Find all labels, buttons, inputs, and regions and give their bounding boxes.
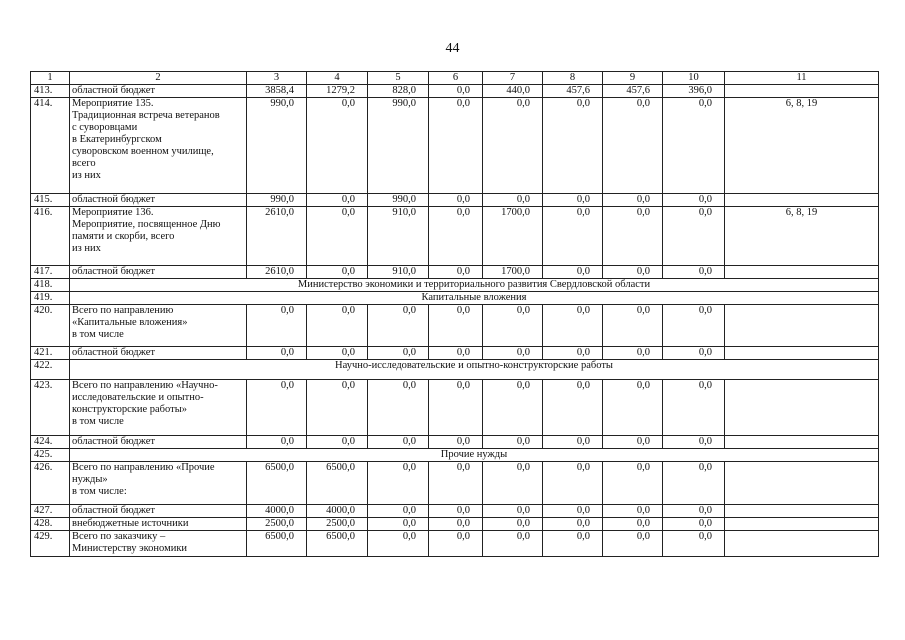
value-cell-col-3: 2610,0 bbox=[247, 266, 307, 279]
row-number-cell: 423. bbox=[31, 380, 70, 436]
description-cell bbox=[70, 380, 247, 436]
value-cell-col-3: 990,0 bbox=[247, 98, 307, 194]
value-cell-col-6: 0,0 bbox=[429, 305, 483, 347]
table-row bbox=[31, 347, 879, 360]
value-cell-col-5: 828,0 bbox=[368, 85, 429, 98]
value-cell-col-7: 1700,0 bbox=[483, 266, 543, 279]
description-cell bbox=[70, 266, 247, 279]
value-cell-col-10: 0,0 bbox=[663, 505, 725, 518]
description-line: из них bbox=[72, 243, 101, 254]
value-cell-col-4: 0,0 bbox=[307, 266, 368, 279]
value-cell-col-7: 0,0 bbox=[483, 98, 543, 194]
target-indicators-cell bbox=[725, 436, 879, 449]
value-cell-col-6: 0,0 bbox=[429, 436, 483, 449]
value-cell-col-8: 0,0 bbox=[543, 194, 603, 207]
value-cell-col-5: 0,0 bbox=[368, 531, 429, 557]
header-cell: 8 bbox=[543, 72, 603, 85]
description-cell bbox=[70, 462, 247, 505]
value-cell-col-4: 2500,0 bbox=[307, 518, 368, 531]
row-number-cell: 425. bbox=[31, 449, 70, 462]
row-number-cell: 413. bbox=[31, 85, 70, 98]
table-row bbox=[31, 449, 879, 462]
table-row bbox=[31, 436, 879, 449]
value-cell-col-8: 0,0 bbox=[543, 518, 603, 531]
description-line: Всего по направлению bbox=[72, 305, 174, 316]
table-row bbox=[31, 279, 879, 292]
description-line: Мероприятие, посвященное Дню bbox=[72, 219, 221, 230]
target-indicators-cell bbox=[725, 347, 879, 360]
value-cell-col-3: 0,0 bbox=[247, 436, 307, 449]
header-cell: 2 bbox=[70, 72, 247, 85]
description-line: Мероприятие 136. bbox=[72, 207, 154, 218]
row-number-cell: 428. bbox=[31, 518, 70, 531]
value-cell-col-4: 6500,0 bbox=[307, 462, 368, 505]
section-heading-cell: Министерство экономики и территориального развития Свердловской области bbox=[70, 279, 879, 292]
target-indicators-cell bbox=[725, 462, 879, 505]
description-line: областной бюджет bbox=[72, 85, 155, 96]
description-line: всего bbox=[72, 158, 96, 169]
value-cell-col-5: 0,0 bbox=[368, 305, 429, 347]
description-line: памяти и скорби, всего bbox=[72, 231, 175, 242]
table-body bbox=[31, 72, 879, 557]
description-cell bbox=[70, 505, 247, 518]
description-line: Всего по заказчику – bbox=[72, 531, 166, 542]
value-cell-col-7: 0,0 bbox=[483, 531, 543, 557]
value-cell-col-6: 0,0 bbox=[429, 505, 483, 518]
row-number-cell: 417. bbox=[31, 266, 70, 279]
table-row bbox=[31, 207, 879, 266]
table-row bbox=[31, 518, 879, 531]
row-number-cell: 424. bbox=[31, 436, 70, 449]
value-cell-col-6: 0,0 bbox=[429, 85, 483, 98]
description-cell bbox=[70, 305, 247, 347]
target-indicators-cell: 6, 8, 19 bbox=[725, 207, 879, 266]
value-cell-col-6: 0,0 bbox=[429, 462, 483, 505]
table-row bbox=[31, 462, 879, 505]
value-cell-col-7: 0,0 bbox=[483, 505, 543, 518]
target-indicators-cell bbox=[725, 505, 879, 518]
table-row bbox=[31, 292, 879, 305]
value-cell-col-6: 0,0 bbox=[429, 98, 483, 194]
value-cell-col-10: 0,0 bbox=[663, 207, 725, 266]
target-indicators-cell bbox=[725, 194, 879, 207]
value-cell-col-9: 0,0 bbox=[603, 518, 663, 531]
value-cell-col-10: 0,0 bbox=[663, 266, 725, 279]
value-cell-col-10: 0,0 bbox=[663, 347, 725, 360]
value-cell-col-9: 0,0 bbox=[603, 462, 663, 505]
value-cell-col-3: 990,0 bbox=[247, 194, 307, 207]
value-cell-col-7: 440,0 bbox=[483, 85, 543, 98]
value-cell-col-9: 0,0 bbox=[603, 436, 663, 449]
description-line: «Капитальные вложения» bbox=[72, 317, 188, 328]
value-cell-col-7: 0,0 bbox=[483, 518, 543, 531]
row-number-cell: 427. bbox=[31, 505, 70, 518]
header-row bbox=[31, 72, 879, 85]
value-cell-col-5: 0,0 bbox=[368, 518, 429, 531]
row-number-cell: 419. bbox=[31, 292, 70, 305]
value-cell-col-10: 0,0 bbox=[663, 462, 725, 505]
table-row bbox=[31, 380, 879, 436]
value-cell-col-4: 0,0 bbox=[307, 194, 368, 207]
value-cell-col-9: 0,0 bbox=[603, 531, 663, 557]
value-cell-col-4: 1279,2 bbox=[307, 85, 368, 98]
row-number-cell: 429. bbox=[31, 531, 70, 557]
value-cell-col-6: 0,0 bbox=[429, 518, 483, 531]
target-indicators-cell bbox=[725, 266, 879, 279]
description-cell bbox=[70, 194, 247, 207]
value-cell-col-10: 0,0 bbox=[663, 98, 725, 194]
value-cell-col-7: 0,0 bbox=[483, 462, 543, 505]
value-cell-col-6: 0,0 bbox=[429, 531, 483, 557]
value-cell-col-8: 0,0 bbox=[543, 380, 603, 436]
value-cell-col-7: 0,0 bbox=[483, 347, 543, 360]
value-cell-col-10: 0,0 bbox=[663, 518, 725, 531]
value-cell-col-3: 6500,0 bbox=[247, 531, 307, 557]
value-cell-col-8: 0,0 bbox=[543, 207, 603, 266]
description-line: областной бюджет bbox=[72, 266, 155, 277]
value-cell-col-8: 0,0 bbox=[543, 505, 603, 518]
description-line: в том числе bbox=[72, 329, 124, 340]
value-cell-col-4: 0,0 bbox=[307, 436, 368, 449]
row-number-cell: 420. bbox=[31, 305, 70, 347]
value-cell-col-8: 457,6 bbox=[543, 85, 603, 98]
value-cell-col-10: 0,0 bbox=[663, 305, 725, 347]
header-cell: 11 bbox=[725, 72, 879, 85]
page-number: 44 bbox=[445, 41, 460, 56]
row-number-cell: 421. bbox=[31, 347, 70, 360]
description-line: нужды» bbox=[72, 474, 108, 485]
target-indicators-cell: 6, 8, 19 bbox=[725, 98, 879, 194]
value-cell-col-3: 3858,4 bbox=[247, 85, 307, 98]
description-line: Министерству экономики bbox=[72, 543, 188, 554]
table-row bbox=[31, 194, 879, 207]
row-number-cell: 418. bbox=[31, 279, 70, 292]
header-cell: 7 bbox=[483, 72, 543, 85]
value-cell-col-9: 0,0 bbox=[603, 266, 663, 279]
target-indicators-cell bbox=[725, 531, 879, 557]
table-row bbox=[31, 505, 879, 518]
description-line: областной бюджет bbox=[72, 194, 155, 205]
value-cell-col-4: 6500,0 bbox=[307, 531, 368, 557]
value-cell-col-5: 0,0 bbox=[368, 505, 429, 518]
value-cell-col-3: 0,0 bbox=[247, 380, 307, 436]
value-cell-col-9: 0,0 bbox=[603, 207, 663, 266]
value-cell-col-9: 0,0 bbox=[603, 347, 663, 360]
section-heading-cell: Капитальные вложения bbox=[70, 292, 879, 305]
row-number-cell: 415. bbox=[31, 194, 70, 207]
value-cell-col-4: 0,0 bbox=[307, 98, 368, 194]
value-cell-col-7: 0,0 bbox=[483, 380, 543, 436]
header-cell: 9 bbox=[603, 72, 663, 85]
target-indicators-cell bbox=[725, 305, 879, 347]
value-cell-col-4: 4000,0 bbox=[307, 505, 368, 518]
description-cell bbox=[70, 518, 247, 531]
value-cell-col-9: 0,0 bbox=[603, 194, 663, 207]
value-cell-col-10: 0,0 bbox=[663, 194, 725, 207]
description-line: Всего по направлению «Научно- bbox=[72, 380, 218, 391]
table-row bbox=[31, 360, 879, 380]
description-line: Всего по направлению «Прочие bbox=[72, 462, 215, 473]
value-cell-col-7: 0,0 bbox=[483, 436, 543, 449]
description-line: исследовательские и опытно- bbox=[72, 392, 204, 403]
value-cell-col-3: 0,0 bbox=[247, 347, 307, 360]
value-cell-col-8: 0,0 bbox=[543, 98, 603, 194]
value-cell-col-6: 0,0 bbox=[429, 194, 483, 207]
value-cell-col-8: 0,0 bbox=[543, 462, 603, 505]
header-cell: 1 bbox=[31, 72, 70, 85]
value-cell-col-4: 0,0 bbox=[307, 305, 368, 347]
row-number-cell: 422. bbox=[31, 360, 70, 380]
table-row bbox=[31, 266, 879, 279]
description-line: Традиционная встреча ветеранов bbox=[72, 110, 220, 121]
value-cell-col-10: 0,0 bbox=[663, 380, 725, 436]
description-cell bbox=[70, 98, 247, 194]
target-indicators-cell bbox=[725, 380, 879, 436]
description-cell bbox=[70, 347, 247, 360]
value-cell-col-10: 396,0 bbox=[663, 85, 725, 98]
table-row bbox=[31, 531, 879, 557]
value-cell-col-3: 2610,0 bbox=[247, 207, 307, 266]
value-cell-col-9: 0,0 bbox=[603, 305, 663, 347]
target-indicators-cell bbox=[725, 518, 879, 531]
value-cell-col-5: 910,0 bbox=[368, 266, 429, 279]
description-line: в Екатеринбургском bbox=[72, 134, 162, 145]
budget-table bbox=[30, 71, 879, 557]
value-cell-col-6: 0,0 bbox=[429, 347, 483, 360]
value-cell-col-5: 0,0 bbox=[368, 436, 429, 449]
description-cell bbox=[70, 85, 247, 98]
description-line: конструкторские работы» bbox=[72, 404, 188, 415]
description-line: в том числе bbox=[72, 416, 124, 427]
value-cell-col-5: 990,0 bbox=[368, 194, 429, 207]
header-cell: 10 bbox=[663, 72, 725, 85]
value-cell-col-9: 0,0 bbox=[603, 380, 663, 436]
value-cell-col-8: 0,0 bbox=[543, 266, 603, 279]
value-cell-col-4: 0,0 bbox=[307, 207, 368, 266]
target-indicators-cell bbox=[725, 85, 879, 98]
value-cell-col-8: 0,0 bbox=[543, 347, 603, 360]
value-cell-col-3: 6500,0 bbox=[247, 462, 307, 505]
value-cell-col-5: 990,0 bbox=[368, 98, 429, 194]
row-number-cell: 416. bbox=[31, 207, 70, 266]
description-cell bbox=[70, 436, 247, 449]
value-cell-col-7: 0,0 bbox=[483, 305, 543, 347]
value-cell-col-8: 0,0 bbox=[543, 531, 603, 557]
value-cell-col-3: 4000,0 bbox=[247, 505, 307, 518]
value-cell-col-9: 0,0 bbox=[603, 505, 663, 518]
description-line: областной бюджет bbox=[72, 347, 155, 358]
value-cell-col-8: 0,0 bbox=[543, 436, 603, 449]
header-cell: 4 bbox=[307, 72, 368, 85]
value-cell-col-6: 0,0 bbox=[429, 207, 483, 266]
row-number-cell: 414. bbox=[31, 98, 70, 194]
value-cell-col-7: 0,0 bbox=[483, 194, 543, 207]
table-row bbox=[31, 98, 879, 194]
value-cell-col-9: 457,6 bbox=[603, 85, 663, 98]
header-cell: 5 bbox=[368, 72, 429, 85]
description-line: областной бюджет bbox=[72, 505, 155, 516]
description-cell bbox=[70, 207, 247, 266]
value-cell-col-5: 910,0 bbox=[368, 207, 429, 266]
description-line: внебюджетные источники bbox=[72, 518, 189, 529]
description-line: суворовском военном училище, bbox=[72, 146, 214, 157]
value-cell-col-3: 2500,0 bbox=[247, 518, 307, 531]
description-line: из них bbox=[72, 170, 101, 181]
value-cell-col-3: 0,0 bbox=[247, 305, 307, 347]
description-line: с суворовцами bbox=[72, 122, 138, 133]
table-row bbox=[31, 305, 879, 347]
description-line: в том числе: bbox=[72, 486, 127, 497]
value-cell-col-10: 0,0 bbox=[663, 436, 725, 449]
description-cell bbox=[70, 531, 247, 557]
value-cell-col-9: 0,0 bbox=[603, 98, 663, 194]
value-cell-col-5: 0,0 bbox=[368, 347, 429, 360]
value-cell-col-7: 1700,0 bbox=[483, 207, 543, 266]
value-cell-col-5: 0,0 bbox=[368, 380, 429, 436]
value-cell-col-6: 0,0 bbox=[429, 380, 483, 436]
header-cell: 3 bbox=[247, 72, 307, 85]
value-cell-col-4: 0,0 bbox=[307, 380, 368, 436]
header-cell: 6 bbox=[429, 72, 483, 85]
table-row bbox=[31, 85, 879, 98]
value-cell-col-8: 0,0 bbox=[543, 305, 603, 347]
value-cell-col-4: 0,0 bbox=[307, 347, 368, 360]
description-line: Мероприятие 135. bbox=[72, 98, 154, 109]
section-heading-cell: Научно-исследовательские и опытно-конструкторские работы bbox=[70, 360, 879, 380]
section-heading-cell: Прочие нужды bbox=[70, 449, 879, 462]
value-cell-col-5: 0,0 bbox=[368, 462, 429, 505]
value-cell-col-6: 0,0 bbox=[429, 266, 483, 279]
row-number-cell: 426. bbox=[31, 462, 70, 505]
value-cell-col-10: 0,0 bbox=[663, 531, 725, 557]
description-line: областной бюджет bbox=[72, 436, 155, 447]
